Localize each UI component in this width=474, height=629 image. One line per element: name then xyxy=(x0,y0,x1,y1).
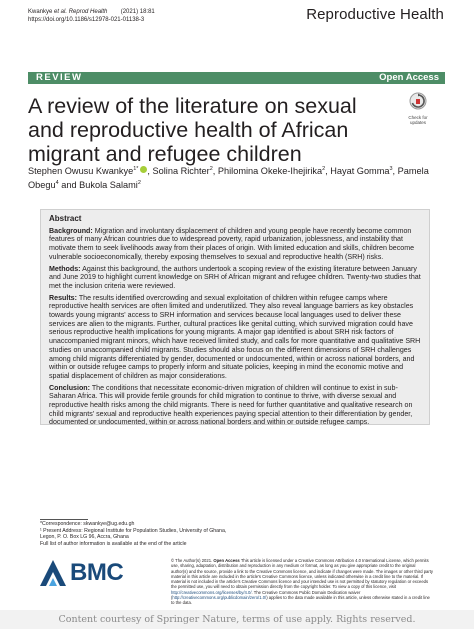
license-link-by[interactable]: http://creativecommons.org/licenses/by/4.0/ xyxy=(171,589,252,595)
abstract-heading: Abstract xyxy=(49,214,82,223)
author-name[interactable]: Bukola Salami xyxy=(79,180,138,191)
open-access-label: Open Access xyxy=(379,72,439,83)
citation-year-volume: (2021) 18:81 xyxy=(107,9,155,15)
bmc-logo xyxy=(40,560,145,586)
license-text-1: This article is licensed under a Creative Commons Attribution 4.0 International License, which permits use, sharing, adaptation, distribution and reproduction in any medium or format, as long as you give appropriate credit to the original author(s) and the source, provide a link to the Creative Commons licence, and indicate if changes were made. The images or other third party material in this article are included in the article's Creative Commons licence, unless indicated otherwise in a credit line to the material. If material is not included in the article's Creative Commons licence and your intended use is not permitted by statutory regulation or exceeds the permitted use, you will need to obtain permission directly from the copyright holder. To view a copy of this licence, visit xyxy=(171,558,434,590)
abstract-sections xyxy=(49,227,421,427)
license-open-access: Open Access xyxy=(213,558,240,563)
author-affiliation-sup: 2 xyxy=(137,180,141,187)
author-name[interactable]: Philomina Okeke-Ihejirika xyxy=(217,166,323,177)
author-affiliation-sup: 4 xyxy=(55,180,59,187)
correspondence-block xyxy=(40,521,240,547)
check-for-updates-badge[interactable] xyxy=(405,92,431,125)
abstract-section-label: Conclusion: xyxy=(49,383,90,392)
article-type-banner xyxy=(28,72,445,84)
bmc-mark-icon xyxy=(40,560,66,586)
author-affiliation-sup: 2 xyxy=(322,166,326,172)
bmc-logo-text: BMC xyxy=(70,559,124,586)
present-address: ¹ Present Address: Regional Institute for Population Studies, University of Ghana, Legon, P. O. Box LG 96, Accra, Ghana xyxy=(40,527,227,540)
citation-authors: Kwankye xyxy=(28,9,55,15)
author-name[interactable]: Solina Richter xyxy=(152,166,210,177)
doi-link[interactable]: https://doi.org/10.1186/s12978-021-01138-3 xyxy=(28,17,145,23)
author-affiliation-sup: 3 xyxy=(389,166,393,172)
license-text-3: ) applies to the data made available in this article, unless otherwise stated in a credit line to the data. xyxy=(171,595,430,606)
license-copyright: © The Author(s) 2021. xyxy=(171,558,214,563)
abstract-section xyxy=(49,294,421,381)
abstract-section-text: The results identified overcrowding and sexual exploitation of children within refugee camps where reproductive health services are often limited and underutilized. They also reveal language barriers as key obstacles towards young migrants' access to SRH information and services because local languages used to deliver these services are alien to the migrants. Further, cultural practices like genital cutting, which survived migration could have serious reproductive health implications for young migrants. A major gap identified is about SRH risk factors of unaccompanied migrant minors, which have received limited study, and calls for more quantitative and qualitative SRH studies on unaccompanied child migrants. Studies should also focus on the different dimensions of SRH challenges among child migrants differentiated by gender, documented or undocumented, within or across national borders, and within or outside refugee camps to properly inform and situate policies, keeping in mind the economic motive and spatial displacement of children as major considerations. xyxy=(49,293,421,380)
abstract-box xyxy=(40,209,430,425)
abstract-section-text: Migration and involuntary displacement of children and young people have recently become common features of many African countries due to widespread poverty, rapid urbanization, joblessness, and instability that motivate them to seek livelihoods away from their places of origin. With limited education and skills, children become vulnerable socioeconomically, thereby exposing themselves to sexual and reproductive health (SRH) risks. xyxy=(49,226,415,261)
correspondence-email: *Correspondence: skwankye@ug.edu.gh xyxy=(40,521,135,527)
abstract-section xyxy=(49,265,421,291)
citation-header xyxy=(28,8,155,24)
abstract-section xyxy=(49,227,421,262)
check-updates-icon xyxy=(409,92,427,110)
footer-notice: Content courtesy of Springer Nature, terms of use apply. Rights reserved. xyxy=(0,610,474,629)
abstract-section-label: Results: xyxy=(49,293,77,302)
article-type-label: REVIEW xyxy=(36,72,83,83)
check-updates-label: Check for updates xyxy=(408,115,428,125)
footnote-divider xyxy=(40,519,88,520)
abstract-section-text: Against this background, the authors undertook a scoping review of the existing literature between January and June 2019 to highlight current knowledge on SRH of African migrant and refugee children. Twenty-two studies that met the inclusion criteria were reviewed. xyxy=(49,264,421,290)
author-conjunction: and xyxy=(61,180,77,191)
abstract-section-label: Methods: xyxy=(49,264,81,273)
abstract-section xyxy=(49,384,421,428)
abstract-section-label: Background: xyxy=(49,226,93,235)
author-name[interactable]: Pamela Obegu xyxy=(28,166,429,191)
citation-journal: et al. Reprod Health xyxy=(54,9,108,15)
author-info-note: Full list of author information is available at the end of the article xyxy=(40,540,187,547)
author-affiliation-sup: 1* xyxy=(133,166,139,172)
author-affiliation-sup: 2 xyxy=(209,166,213,172)
author-name[interactable]: Hayat Gomma xyxy=(330,166,390,177)
author-list: Stephen Owusu Kwankye$^{1*}$ , Solina Richter$^2$, Philomina Okeke-Ihejirika$^2$, Hayat Gomma$^3$, Pamela Obegu$^4$ and Bukola Salami$^2$ xyxy=(28,166,429,191)
journal-name: Reproductive Health xyxy=(306,6,444,23)
orcid-icon[interactable] xyxy=(140,166,147,173)
article-title: A review of the literature on sexual and reproductive health of African migrant and refugee children xyxy=(28,94,357,166)
license-link-zero[interactable]: http://creativecommons.org/publicdomain/zero/1.0/ xyxy=(172,595,267,601)
abstract-section-text: The conditions that necessitate economic-driven migration of children will continue to exist in sub-Saharan Africa. This will provide fertile grounds for child migration to continue to thrive, with diverse sexual and reproductive health risks among the child migrants. There is need for further quantitative and qualitative research on child migrants' sexual and reproductive health experiences paying special attention to their differentiation by gender, documented or undocumented, within or across national borders and within or outside refugee camps. xyxy=(49,383,413,427)
license-text-2: . The Creative Commons Public Domain Dedication waiver ( xyxy=(171,589,361,601)
license-notice xyxy=(171,558,433,606)
author-name[interactable]: Stephen Owusu Kwankye xyxy=(28,166,134,177)
